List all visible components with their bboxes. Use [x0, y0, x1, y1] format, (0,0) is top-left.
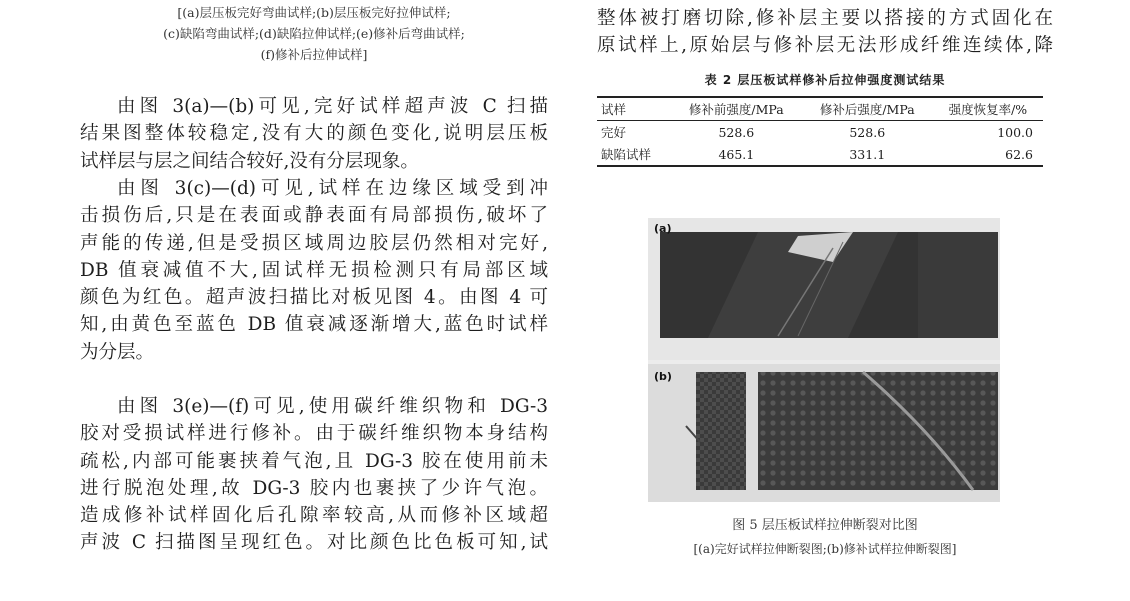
table-cell: 完好 — [601, 125, 627, 140]
figure5-subcaption: [(a)完好试样拉伸断裂图;(b)修补试样拉伸断裂图] — [693, 542, 957, 556]
text-line: 击损伤后,只是在表面或静表面有局部损伤,破坏了 — [80, 205, 548, 227]
text-line: 试样层与层之间结合较好,没有分层现象。 — [80, 150, 419, 172]
text-line: 整体被打磨切除,修补层主要以搭接的方式固化在 — [597, 8, 1053, 29]
text-line: 颜色为红色。超声波扫描比对板见图 4。由图 4 可 — [80, 287, 548, 309]
paragraph-3cd — [80, 175, 548, 366]
text-line: 进行脱泡处理,故 DG-3 胶内也裹挟了少许气泡。 — [80, 477, 548, 499]
text-line: 原试样上,原始层与修补层无法形成纤维连续体,降 — [597, 35, 1053, 57]
text-line: 为分层。 — [80, 341, 155, 363]
table-cell: 62.6 — [1005, 146, 1033, 162]
table-title: 表 2 层压板试样修补后拉伸强度测试结果 — [704, 73, 946, 87]
paragraph-3ef — [80, 393, 548, 557]
paragraph-3ab — [80, 93, 548, 175]
text-line: 声波 C 扫描图呈现红色。对比颜色比色板可知,试 — [80, 532, 548, 554]
figure3-caption-line: (c)缺陷弯曲试样;(d)缺陷拉伸试样;(e)修补后弯曲试样; — [163, 26, 465, 41]
figure5-photo — [648, 218, 1000, 502]
text-line: 由图 3(e)—(f)可见,使用碳纤维织物和 DG-3 — [117, 396, 548, 417]
table-header-cell: 修补后强度/MPa — [819, 102, 915, 117]
table-cell: 528.6 — [718, 124, 755, 140]
figure3-caption-line: [(a)层压板完好弯曲试样;(b)层压板完好拉伸试样; — [177, 5, 451, 20]
text-line: 由图 3(c)—(d)可见,试样在边缘区域受到冲 — [117, 178, 548, 199]
figure3-caption — [80, 2, 548, 65]
table-row — [597, 121, 1043, 144]
text-line: 造成修补试样固化后孔隙率较高,从而修补区域超 — [80, 505, 548, 527]
text-line: 声能的传递,但是受损区域周边胶层仍然相对完好, — [80, 232, 548, 254]
panel-b-photo — [648, 364, 1000, 502]
table-cell: 缺陷试样 — [601, 147, 652, 162]
text-line: 由图 3(a)—(b)可见,完好试样超声波 C 扫描 — [117, 96, 548, 117]
table-cell: 100.0 — [997, 124, 1033, 140]
text-line: 胶对受损试样进行修补。由于碳纤维织物本身结构 — [80, 423, 548, 445]
panel-a-photo — [648, 218, 1000, 360]
figure5-title: 图 5 层压板试样拉伸断裂对比图 — [732, 518, 918, 533]
table-2 — [597, 71, 1053, 167]
table-header-row — [597, 97, 1043, 121]
figure3-caption-line: (f)修补后拉伸试样] — [260, 47, 368, 62]
panel-a-label: (a) — [654, 222, 672, 235]
table-cell: 465.1 — [718, 146, 755, 162]
text-line: DB 值衰减值不大,固试样无损检测只有局部区域 — [80, 259, 548, 281]
table-cell: 331.1 — [849, 146, 886, 162]
fracture-photo-illustration — [648, 218, 1000, 502]
text-line: 疏松,内部可能裹挟着气泡,且 DG-3 胶在使用前未 — [80, 450, 548, 472]
table-row — [597, 143, 1043, 166]
strength-table — [597, 96, 1043, 167]
table-header-cell: 强度恢复率/% — [948, 102, 1028, 117]
text-line: 结果图整体较稳定,没有大的颜色变化,说明层压板 — [80, 123, 548, 145]
table-header-cell: 修补前强度/MPa — [688, 102, 784, 117]
panel-b-label: (b) — [654, 370, 672, 383]
text-line: 知,由黄色至蓝色 DB 值衰减逐渐增大,蓝色时试样 — [80, 314, 548, 336]
paragraph-continued — [597, 5, 1053, 60]
table-header-cell: 试样 — [601, 102, 627, 117]
table-cell: 528.6 — [849, 124, 886, 140]
